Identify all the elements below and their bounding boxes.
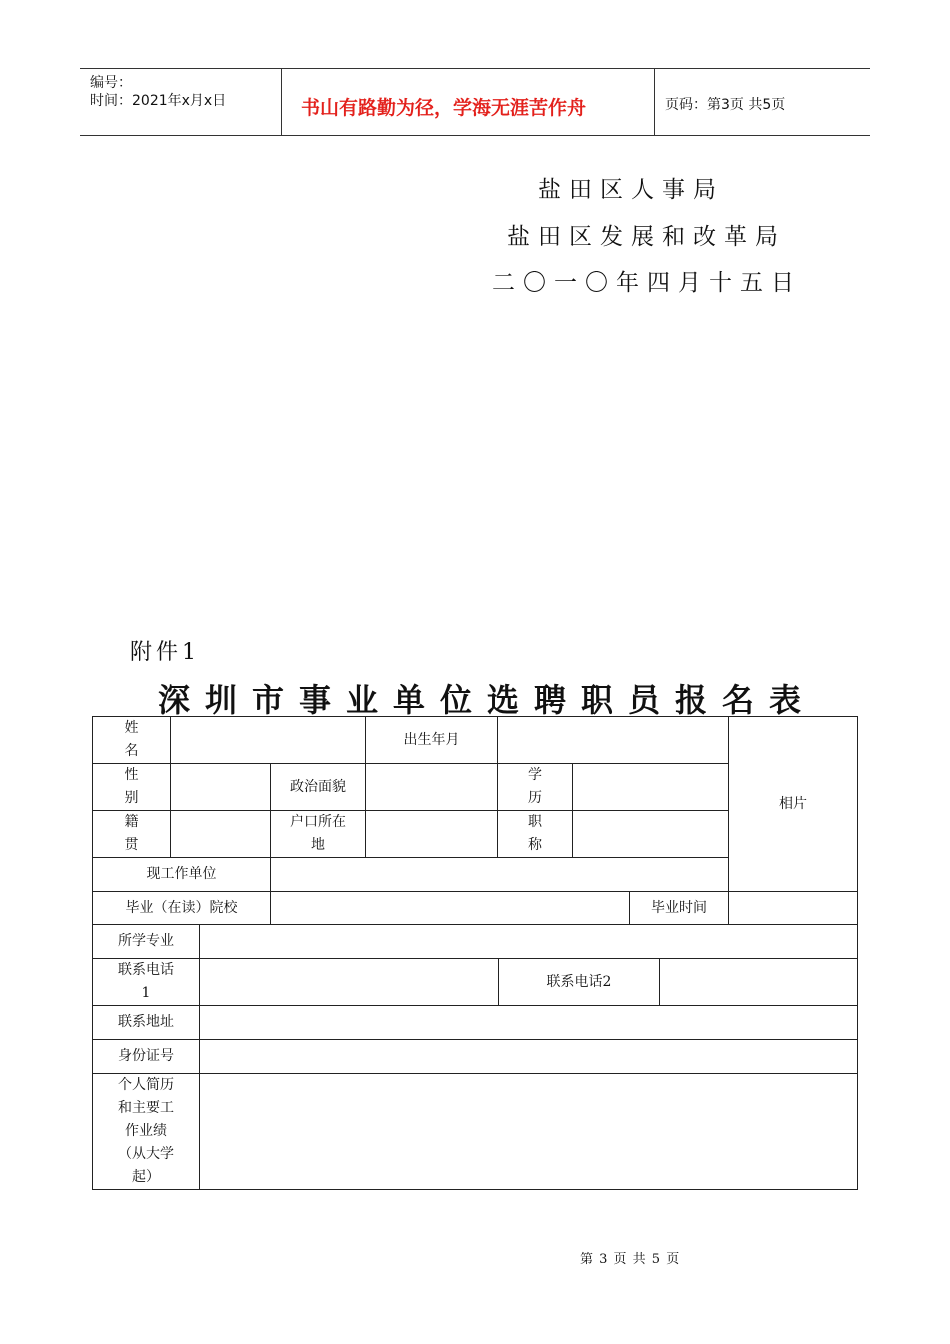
job-title-value-cell[interactable] [572,810,729,858]
header-bottom-line [80,135,870,136]
photo-cell[interactable]: 相片 [728,716,858,892]
address-label-cell: 联系地址 [92,1005,200,1040]
signature-org-1: 盐田区人事局 [538,177,724,203]
school-label-cell: 毕业（在读）院校 [92,891,271,925]
native-label-cell: 籍贯 [92,810,171,858]
native-value-cell[interactable] [170,810,271,858]
gender-value-cell[interactable] [170,763,271,811]
signature-date: 二〇一〇年四月十五日 [492,270,802,296]
hukou-value-cell[interactable] [365,810,498,858]
phone2-label-cell: 联系电话2 [498,958,660,1006]
hukou-label-cell: 户口所在地 [270,810,366,858]
header-divider-1 [281,68,282,136]
birth-label-cell: 出生年月 [365,716,498,764]
header-top-line [80,68,870,69]
attachment-label: 附件1 [130,640,200,665]
work-unit-label-cell: 现工作单位 [92,857,271,892]
header-divider-2 [654,68,655,136]
doc-number-label: 编号： [90,75,132,91]
phone1-label-cell: 联系电话1 [92,958,200,1006]
work-unit-value-cell[interactable] [270,857,729,892]
id-value-cell[interactable] [199,1039,858,1074]
resume-value-cell[interactable] [199,1073,858,1190]
address-value-cell[interactable] [199,1005,858,1040]
grad-time-value-cell[interactable] [728,891,858,925]
header-motto: 书山有路勤为径，学海无涯苦作舟 [301,97,587,119]
education-label-cell: 学历 [497,763,573,811]
phone1-value-cell[interactable] [199,958,499,1006]
form-title: 深圳市事业单位选聘职员报名表 [158,681,817,719]
signature-org-2: 盐田区发展和改革局 [507,224,786,250]
school-value-cell[interactable] [270,891,630,925]
page-footer: 第 3 页 共 5 页 [580,1252,681,1267]
name-label-cell: 姓名 [92,716,171,764]
birth-value-cell[interactable] [497,716,729,764]
phone2-value-cell[interactable] [659,958,858,1006]
gender-label-cell: 性别 [92,763,171,811]
politics-label-cell: 政治面貌 [270,763,366,811]
id-label-cell: 身份证号 [92,1039,200,1074]
job-title-label-cell: 职称 [497,810,573,858]
name-value-cell[interactable] [170,716,366,764]
major-value-cell[interactable] [199,924,858,959]
resume-label-cell: 个人简历和主要工作业绩（从大学起） [92,1073,200,1190]
major-label-cell: 所学专业 [92,924,200,959]
page-number-label: 页码：第3页 共5页 [665,97,786,113]
grad-time-label-cell: 毕业时间 [629,891,729,925]
education-value-cell[interactable] [572,763,729,811]
doc-time-label: 时间：2021年x月x日 [90,93,227,109]
politics-value-cell[interactable] [365,763,498,811]
